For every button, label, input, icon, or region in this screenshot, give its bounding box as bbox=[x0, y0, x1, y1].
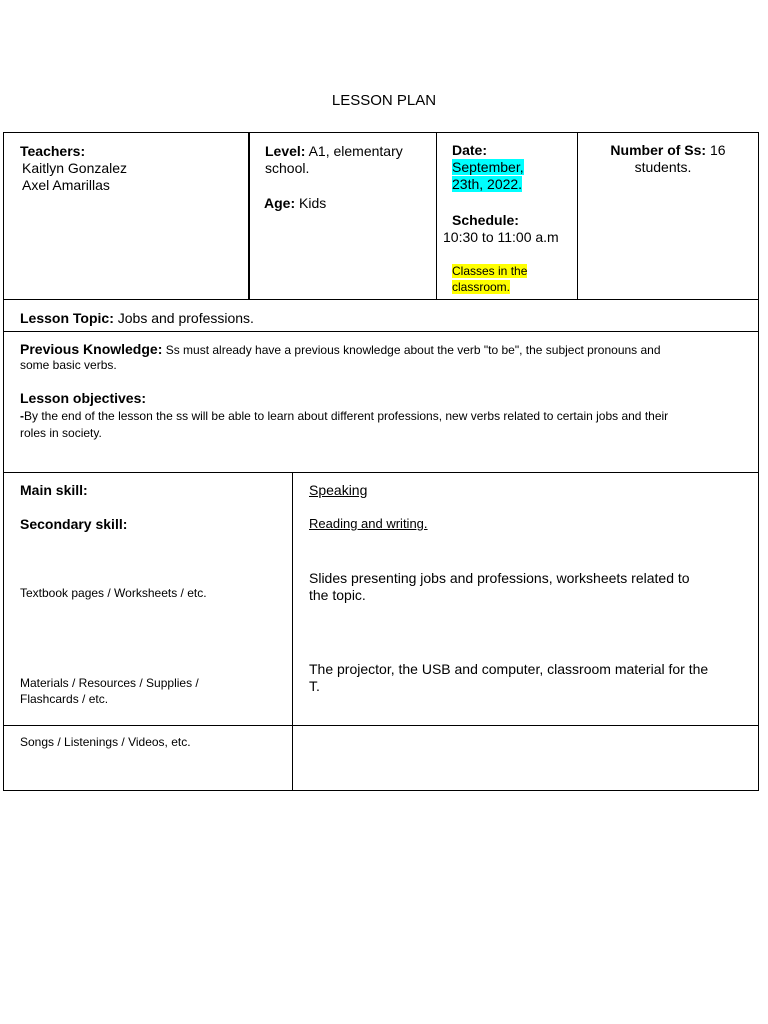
lesson-topic bbox=[20, 310, 254, 327]
previous-knowledge-cont: some basic verbs. bbox=[20, 358, 117, 372]
materials-value-cont: T. bbox=[309, 678, 320, 694]
secondary-skill-label: Secondary skill: bbox=[20, 516, 128, 532]
schedule-value: 10:30 to 11:00 a.m bbox=[443, 229, 559, 245]
divider bbox=[3, 299, 759, 300]
materials-value: The projector, the USB and computer, classroom material for the bbox=[309, 661, 709, 677]
level-value-cont: school. bbox=[265, 160, 310, 176]
main-skill-label: Main skill: bbox=[20, 482, 88, 498]
page-title: LESSON PLAN bbox=[331, 92, 437, 109]
level-label: Level: bbox=[265, 143, 306, 159]
level-field bbox=[265, 143, 403, 160]
number-of-students-label: Number of Ss: bbox=[610, 142, 707, 158]
age-value: Kids bbox=[295, 195, 327, 211]
lesson-topic-label: Lesson Topic: bbox=[20, 310, 114, 326]
previous-knowledge-label: Previous Knowledge: bbox=[20, 341, 163, 357]
divider bbox=[292, 472, 293, 791]
number-of-students-cont: students. bbox=[634, 159, 692, 175]
previous-knowledge bbox=[20, 341, 661, 358]
materials-label-cont: Flashcards / etc. bbox=[20, 692, 109, 706]
teacher-name: Kaitlyn Gonzalez bbox=[22, 160, 128, 176]
level-value: A1, elementary bbox=[305, 143, 403, 159]
lesson-objectives-cont: roles in society. bbox=[20, 426, 102, 440]
teacher-name: Axel Amarillas bbox=[22, 177, 110, 193]
schedule-note: Classes in the bbox=[452, 264, 528, 278]
lesson-objectives-value: -By the end of the lesson the ss will be able to learn about different professions, new verbs related to certain jobs and their bbox=[20, 409, 669, 423]
textbook-label: Textbook pages / Worksheets / etc. bbox=[20, 586, 207, 600]
divider bbox=[248, 132, 250, 300]
date-label: Date: bbox=[452, 142, 488, 158]
schedule-label: Schedule: bbox=[452, 212, 519, 228]
teachers-label: Teachers: bbox=[20, 143, 86, 159]
divider bbox=[436, 132, 437, 300]
textbook-value-cont: the topic. bbox=[309, 587, 366, 603]
previous-knowledge-value: Ss must already have a previous knowledge about the verb "to be", the subject pronouns and bbox=[162, 343, 661, 357]
divider bbox=[3, 472, 759, 473]
lesson-plan-table bbox=[3, 132, 759, 791]
date-value-cont: 23th, 2022. bbox=[452, 176, 523, 192]
divider bbox=[3, 331, 759, 332]
secondary-skill-value: Reading and writing. bbox=[309, 516, 428, 531]
textbook-value: Slides presenting jobs and professions, worksheets related to bbox=[309, 570, 690, 586]
number-of-students bbox=[578, 142, 758, 159]
date-value: September, bbox=[452, 159, 524, 175]
age-field bbox=[264, 195, 326, 212]
number-of-students-value: 16 bbox=[706, 142, 726, 158]
lesson-topic-value: Jobs and professions. bbox=[113, 310, 254, 326]
songs-label: Songs / Listenings / Videos, etc. bbox=[20, 735, 191, 749]
main-skill-value: Speaking bbox=[309, 482, 368, 498]
divider bbox=[3, 725, 759, 726]
age-label: Age: bbox=[264, 195, 296, 211]
schedule-note-cont: classroom. bbox=[452, 280, 511, 294]
materials-label: Materials / Resources / Supplies / bbox=[20, 676, 199, 690]
lesson-objectives-label: Lesson objectives: bbox=[20, 390, 147, 406]
